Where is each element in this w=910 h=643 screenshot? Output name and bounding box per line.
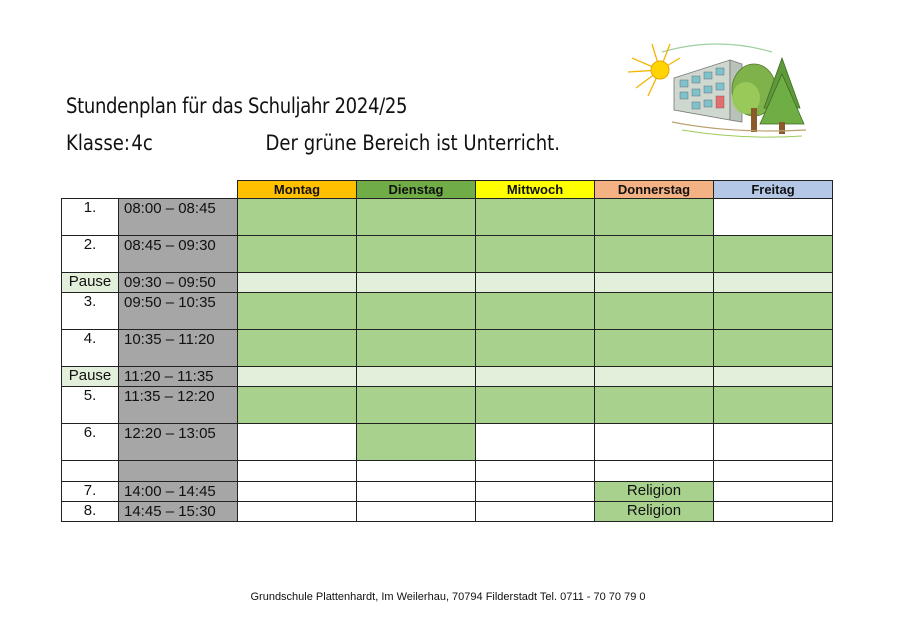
lesson-time: 14:45 – 15:30	[119, 502, 238, 522]
timetable-cell	[357, 330, 476, 367]
lesson-time: 11:35 – 12:20	[119, 387, 238, 424]
religion-cell: Religion	[595, 482, 714, 502]
timetable-cell	[238, 424, 357, 461]
lesson-time: 14:00 – 14:45	[119, 482, 238, 502]
table-row	[62, 387, 833, 424]
lesson-number: 8.	[62, 502, 119, 522]
timetable-cell	[595, 293, 714, 330]
day-header-dienstag: Dienstag	[357, 181, 476, 199]
lesson-number: 4.	[62, 330, 119, 367]
timetable-cell	[357, 424, 476, 461]
timetable-cell	[357, 502, 476, 522]
lesson-time: 08:00 – 08:45	[119, 199, 238, 236]
header-blank	[62, 181, 119, 199]
timetable-cell	[357, 236, 476, 273]
timetable-cell	[476, 482, 595, 502]
timetable-cell	[714, 273, 833, 293]
table-row	[62, 482, 833, 502]
timetable-cell	[238, 330, 357, 367]
day-header-mittwoch: Mittwoch	[476, 181, 595, 199]
timetable-cell	[476, 461, 595, 482]
timetable-cell	[595, 461, 714, 482]
timetable-cell	[357, 387, 476, 424]
table-row	[62, 199, 833, 236]
timetable-cell	[238, 502, 357, 522]
pause-time: 11:20 – 11:35	[119, 367, 238, 387]
timetable-cell	[714, 367, 833, 387]
table-row	[62, 424, 833, 461]
lesson-number: 3.	[62, 293, 119, 330]
timetable-cell	[357, 273, 476, 293]
lesson-number: 6.	[62, 424, 119, 461]
timetable-cell	[476, 502, 595, 522]
header-row	[62, 181, 833, 199]
timetable-cell	[714, 461, 833, 482]
timetable-cell	[714, 424, 833, 461]
pause-row	[62, 273, 833, 293]
timetable-cell	[476, 330, 595, 367]
footer-address: Grundschule Plattenhardt, Im Weilerhau, 70794 Filderstadt Tel. 0711 - 70 70 79 0	[250, 591, 646, 603]
timetable-cell	[357, 482, 476, 502]
timetable-cell	[357, 461, 476, 482]
lesson-time: 10:35 – 11:20	[119, 330, 238, 367]
timetable-cell	[238, 367, 357, 387]
timetable-cell	[714, 387, 833, 424]
timetable-cell	[714, 330, 833, 367]
pause-label: Pause	[62, 367, 119, 387]
header-blank	[119, 181, 238, 199]
table-row	[62, 293, 833, 330]
timetable-cell	[595, 273, 714, 293]
timetable-cell	[595, 387, 714, 424]
timetable-cell	[476, 293, 595, 330]
timetable-cell	[238, 461, 357, 482]
lesson-number: 2.	[62, 236, 119, 273]
timetable-cell	[238, 273, 357, 293]
table-row	[62, 502, 833, 522]
day-header-freitag: Freitag	[714, 181, 833, 199]
lesson-number: 5.	[62, 387, 119, 424]
timetable-cell	[714, 293, 833, 330]
day-header-montag: Montag	[238, 181, 357, 199]
timetable-cell	[476, 424, 595, 461]
timetable-cell	[238, 236, 357, 273]
timetable-cell	[238, 199, 357, 236]
timetable-cell	[476, 387, 595, 424]
pause-row	[62, 367, 833, 387]
class-value: 4c	[131, 131, 153, 155]
lesson-number: 1.	[62, 199, 119, 236]
timetable-cell	[238, 482, 357, 502]
lunch-gap-row	[62, 461, 833, 482]
timetable-cell	[476, 236, 595, 273]
timetable	[61, 180, 833, 522]
timetable-cell	[595, 424, 714, 461]
lesson-time: 08:45 – 09:30	[119, 236, 238, 273]
timetable-cell	[595, 330, 714, 367]
class-line	[66, 131, 560, 155]
timetable-cell	[714, 502, 833, 522]
lesson-time	[119, 461, 238, 482]
religion-cell: Religion	[595, 502, 714, 522]
timetable-cell	[714, 199, 833, 236]
timetable-cell	[476, 367, 595, 387]
timetable-cell	[357, 367, 476, 387]
lesson-number	[62, 461, 119, 482]
class-label: Klasse:	[66, 131, 130, 155]
timetable-cell	[476, 199, 595, 236]
timetable-cell	[357, 199, 476, 236]
timetable-cell	[595, 367, 714, 387]
lesson-time: 09:50 – 10:35	[119, 293, 238, 330]
timetable-cell	[357, 293, 476, 330]
pause-time: 09:30 – 09:50	[119, 273, 238, 293]
lesson-time: 12:20 – 13:05	[119, 424, 238, 461]
lesson-number: 7.	[62, 482, 119, 502]
timetable-cell	[714, 482, 833, 502]
timetable-cell	[595, 236, 714, 273]
legend-note: Der grüne Bereich ist Unterricht.	[265, 131, 560, 155]
page-title: Stundenplan für das Schuljahr 2024/25	[66, 94, 408, 118]
timetable-cell	[714, 236, 833, 273]
timetable-cell	[595, 199, 714, 236]
table-row	[62, 236, 833, 273]
timetable-cell	[238, 293, 357, 330]
pause-label: Pause	[62, 273, 119, 293]
table-row	[62, 330, 833, 367]
school-building-illustration	[622, 38, 806, 140]
timetable-cell	[476, 273, 595, 293]
timetable-cell	[238, 387, 357, 424]
day-header-donnerstag: Donnerstag	[595, 181, 714, 199]
